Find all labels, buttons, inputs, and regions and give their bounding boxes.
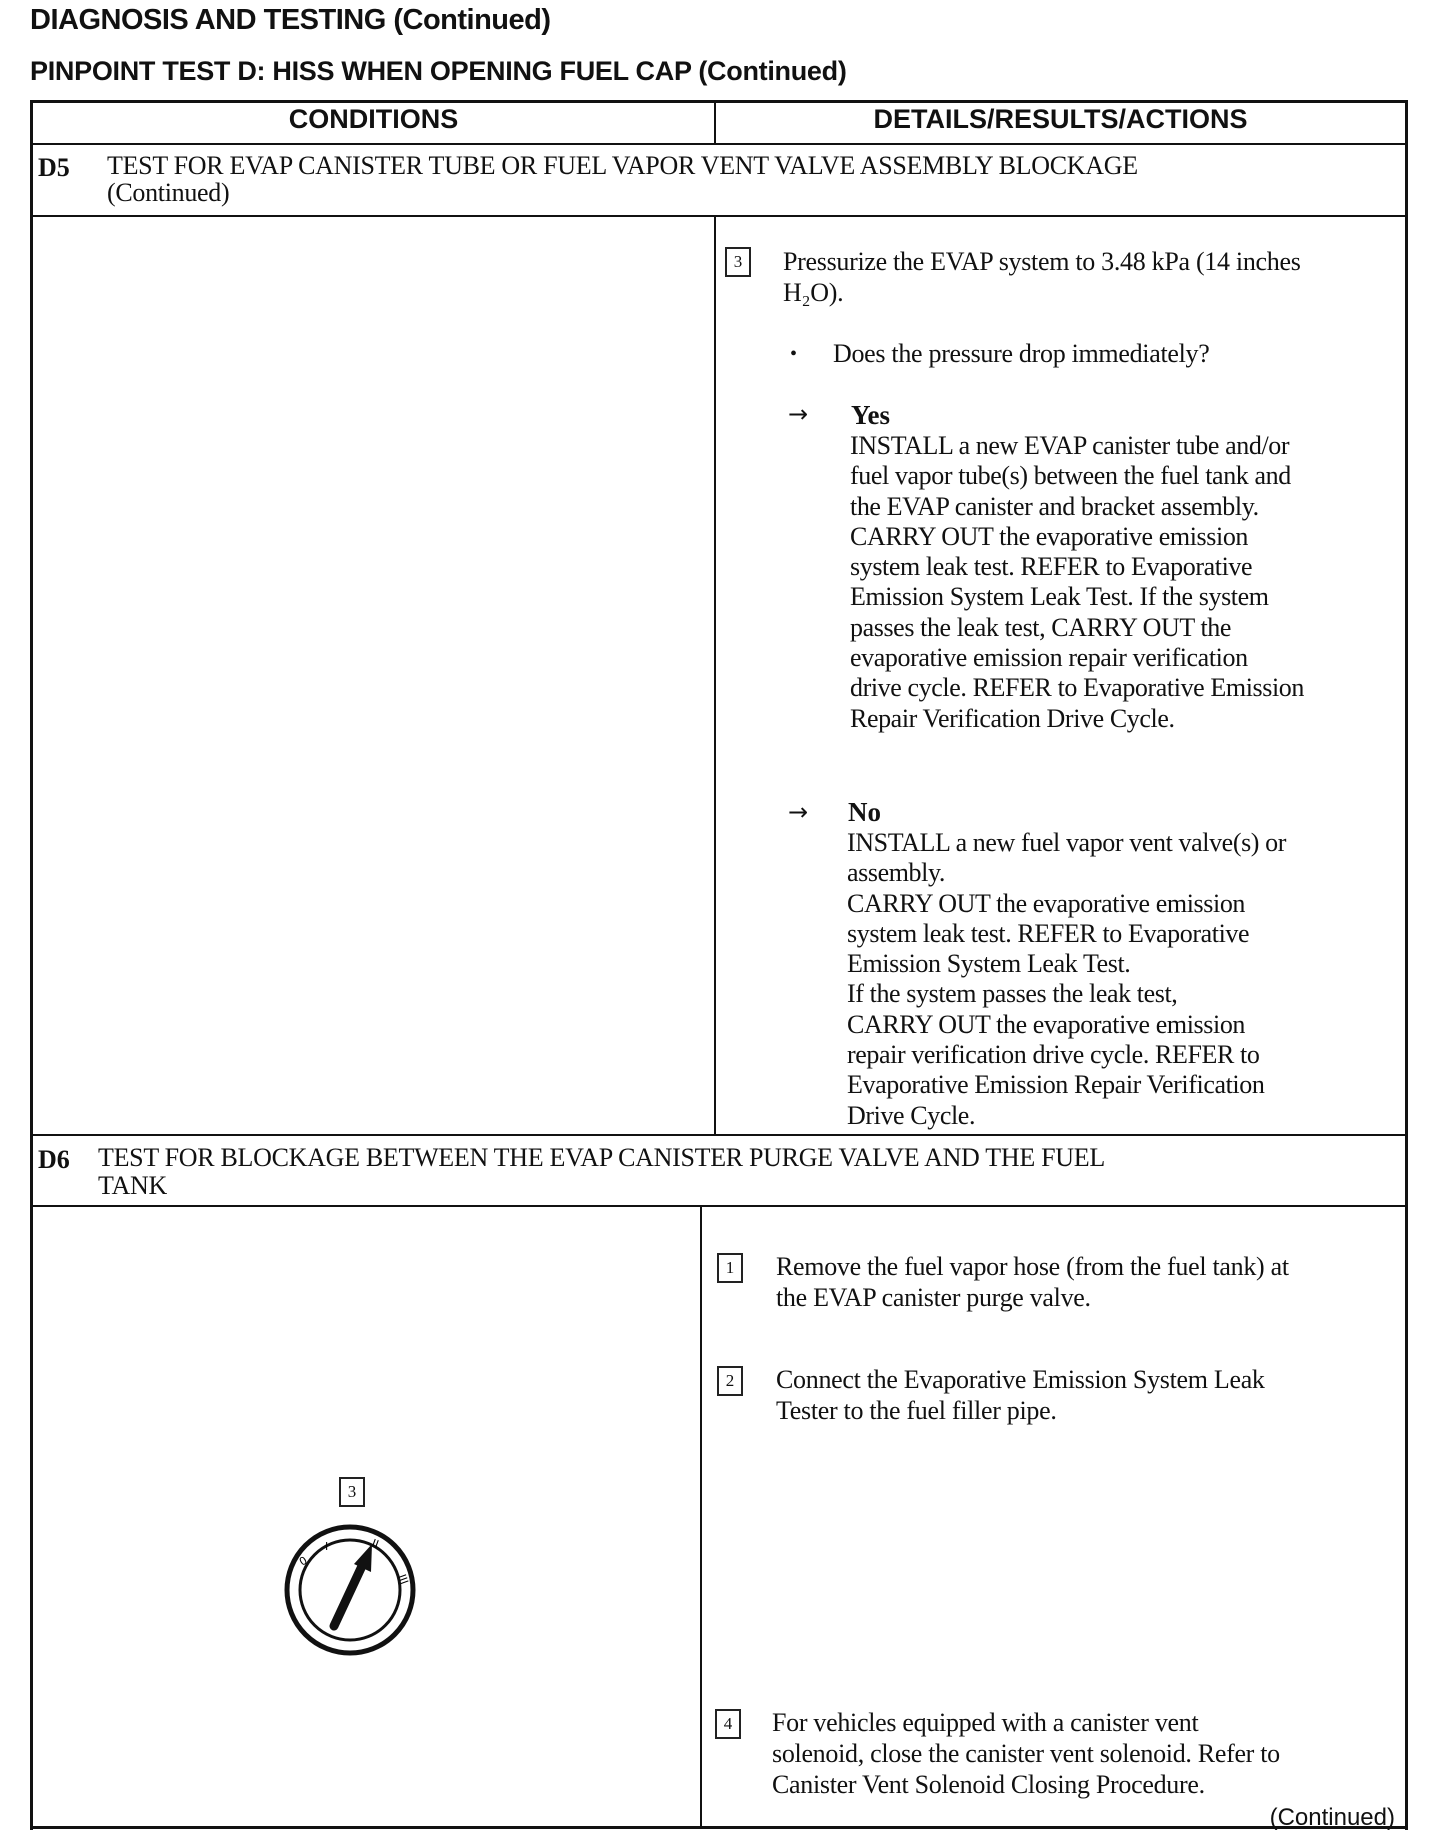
answer-line: Drive Cycle. xyxy=(847,1100,976,1130)
page-title: DIAGNOSIS AND TESTING (Continued) xyxy=(30,4,551,36)
dial-label: I xyxy=(325,1540,329,1553)
dial-label: 0 xyxy=(297,1553,310,1569)
step-number-box: 4 xyxy=(715,1709,741,1739)
answer-line: Emission System Leak Test. xyxy=(847,949,1131,979)
column-header-details: DETAILS/RESULTS/ACTIONS xyxy=(873,104,1248,134)
section-title-cont: TANK xyxy=(98,1171,167,1200)
answer-line: evaporative emission repair verification xyxy=(850,643,1248,673)
step-text: H₂O). xyxy=(783,278,844,307)
step-text: Remove the fuel vapor hose (from the fuel tank) at xyxy=(776,1252,1289,1281)
answer-line: CARRY OUT the evaporative emission xyxy=(847,888,1246,918)
section-title: TEST FOR BLOCKAGE BETWEEN THE EVAP CANISTER PURGE VALVE AND THE FUEL xyxy=(98,1143,1105,1172)
step-text: Pressurize the EVAP system to 3.48 kPa (14 inches xyxy=(783,247,1301,276)
answer-line: drive cycle. REFER to Evaporative Emission xyxy=(850,673,1304,703)
answer-label: No xyxy=(848,797,881,827)
step-number-box: 3 xyxy=(725,247,751,277)
answer-line: If the system passes the leak test, xyxy=(847,979,1178,1009)
step-text: Connect the Evaporative Emission System Leak xyxy=(776,1365,1265,1394)
answer-line: repair verification drive cycle. REFER to xyxy=(847,1040,1260,1070)
dial-label: II xyxy=(369,1536,381,1552)
answer-line: INSTALL a new fuel vapor vent valve(s) or xyxy=(847,828,1287,857)
step-number-box: 2 xyxy=(717,1366,743,1396)
step-text: For vehicles equipped with a canister vent xyxy=(772,1708,1199,1737)
answer-body xyxy=(847,828,1286,1131)
answer-line: system leak test. REFER to Evaporative xyxy=(847,918,1250,948)
step-text: solenoid, close the canister vent solenoid. Refer to xyxy=(772,1739,1280,1768)
step-text: the EVAP canister purge valve. xyxy=(776,1283,1091,1312)
column-header-conditions: CONDITIONS xyxy=(288,104,459,134)
answer-label: Yes xyxy=(851,400,890,430)
arrow-right-icon: → xyxy=(788,798,809,826)
arrow-right-icon: → xyxy=(788,400,809,428)
section-title-cont: (Continued) xyxy=(107,178,230,207)
answer-line: Repair Verification Drive Cycle. xyxy=(850,703,1175,733)
continued-footer: (Continued) xyxy=(1269,1804,1395,1831)
section-id: D6 xyxy=(38,1145,70,1174)
dial-label: III xyxy=(395,1572,411,1587)
step-number-box: 3 xyxy=(339,1477,365,1507)
answer-line: passes the leak test, CARRY OUT the xyxy=(850,612,1232,642)
question-text: Does the pressure drop immediately? xyxy=(833,339,1210,368)
step-number-box: 1 xyxy=(717,1253,743,1283)
pinpoint-test-title: PINPOINT TEST D: HISS WHEN OPENING FUEL CAP (Continued) xyxy=(30,56,847,86)
answer-line: assembly. xyxy=(847,858,945,888)
answer-body xyxy=(850,431,1304,734)
answer-line: Evaporative Emission Repair Verification xyxy=(847,1070,1265,1100)
step-text: Canister Vent Solenoid Closing Procedure. xyxy=(772,1770,1205,1799)
section-id: D5 xyxy=(38,153,70,182)
ignition-dial-icon xyxy=(280,1520,420,1660)
answer-line: system leak test. REFER to Evaporative xyxy=(850,552,1253,582)
step-text: Tester to the fuel filler pipe. xyxy=(776,1396,1057,1425)
answer-line: fuel vapor tube(s) between the fuel tank and xyxy=(850,461,1291,491)
answer-line: CARRY OUT the evaporative emission xyxy=(850,521,1249,551)
section-title: TEST FOR EVAP CANISTER TUBE OR FUEL VAPOR VENT VALVE ASSEMBLY BLOCKAGE xyxy=(107,151,1138,180)
bullet-icon: • xyxy=(790,343,798,365)
answer-line: Emission System Leak Test. If the system xyxy=(850,582,1269,612)
answer-line: INSTALL a new EVAP canister tube and/or xyxy=(850,431,1290,460)
answer-line: CARRY OUT the evaporative emission xyxy=(847,1009,1246,1039)
answer-line: the EVAP canister and bracket assembly. xyxy=(850,491,1259,521)
